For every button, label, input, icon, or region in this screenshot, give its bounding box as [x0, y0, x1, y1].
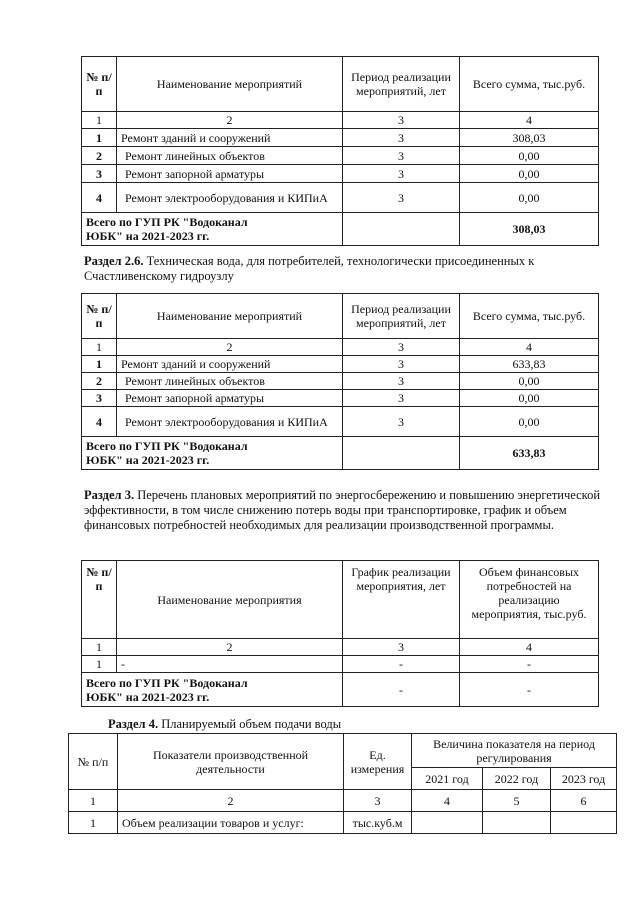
col-number: 6: [551, 790, 617, 812]
col-number: 1: [82, 112, 117, 129]
row-name: Ремонт зданий и сооружений: [117, 356, 343, 373]
section-4: [108, 717, 508, 732]
row-value-2021: [412, 812, 483, 834]
col-number: 1: [82, 639, 117, 656]
header-period: Период реализации мероприятий, лет: [343, 57, 460, 112]
header-year-2021: 2021 год: [412, 768, 483, 790]
row-period: 3: [343, 407, 460, 437]
total-label: Всего по ГУП РК "Водоканал ЮБК" на 2021-2023 гг.: [82, 437, 343, 470]
col-number: 4: [460, 112, 599, 129]
row-num: 3: [82, 165, 117, 183]
col-number: 2: [118, 790, 344, 812]
table-row: [82, 356, 599, 373]
row-name: Ремонт электрооборудования и КИПиА: [117, 183, 343, 213]
row-num: 4: [82, 407, 117, 437]
row-num: 1: [82, 129, 117, 147]
row-period: 3: [343, 165, 460, 183]
row-name: Ремонт зданий и сооружений: [117, 129, 343, 147]
header-sum: Объем финансовых потребностей на реализацию мероприятия, тыс.руб.: [460, 561, 599, 639]
table-2: [81, 293, 599, 470]
table-row: [69, 812, 617, 834]
table-1: [81, 56, 599, 246]
row-sum: 0,00: [460, 183, 599, 213]
col-number: 4: [460, 339, 599, 356]
col-number: 4: [412, 790, 483, 812]
col-number: 3: [344, 790, 412, 812]
total-row: [82, 673, 599, 707]
col-number: 2: [117, 112, 343, 129]
section-2-6: [84, 254, 604, 284]
row-sum: 0,00: [460, 165, 599, 183]
row-period: 3: [343, 147, 460, 165]
header-name: Наименование мероприятия: [117, 561, 343, 639]
section-3: [84, 488, 604, 533]
col-number: 3: [343, 639, 460, 656]
table-3: [81, 560, 599, 707]
table-row: [82, 183, 599, 213]
row-num: 2: [82, 373, 117, 390]
col-number: 3: [343, 112, 460, 129]
table-4: [68, 733, 617, 834]
header-sum: Всего сумма, тыс.руб.: [460, 294, 599, 339]
table-row: [82, 129, 599, 147]
header-num: № п/п: [82, 294, 117, 339]
col-number: 5: [483, 790, 551, 812]
row-sum: 0,00: [460, 390, 599, 407]
header-name: Наименование мероприятий: [117, 294, 343, 339]
col-number: 4: [460, 639, 599, 656]
row-num: 2: [82, 147, 117, 165]
col-number: 2: [117, 339, 343, 356]
row-name: Ремонт запорной арматуры: [117, 390, 343, 407]
header-year-2023: 2023 год: [551, 768, 617, 790]
row-name: Ремонт линейных объектов: [117, 373, 343, 390]
header-year-2022: 2022 год: [483, 768, 551, 790]
table-row: [82, 373, 599, 390]
total-sum: 308,03: [460, 213, 599, 246]
header-name: Показатели производственной деятельности: [118, 734, 344, 790]
col-number: 1: [82, 339, 117, 356]
row-name: -: [117, 656, 343, 673]
header-sum: Всего сумма, тыс.руб.: [460, 57, 599, 112]
table-row: [82, 147, 599, 165]
row-name: Ремонт запорной арматуры: [117, 165, 343, 183]
row-num: 3: [82, 390, 117, 407]
total-row: [82, 213, 599, 246]
header-period: Период реализации мероприятий, лет: [343, 294, 460, 339]
row-value-2023: [551, 812, 617, 834]
total-period: -: [343, 673, 460, 707]
section-label: Раздел 4.: [108, 717, 159, 731]
col-number: 3: [343, 339, 460, 356]
total-sum: 633,83: [460, 437, 599, 470]
total-label: Всего по ГУП РК "Водоканал ЮБК" на 2021-2023 гг.: [82, 673, 343, 707]
header-group: Величина показателя на период регулирования: [412, 734, 617, 768]
table-row: [82, 165, 599, 183]
header-num: № п/п: [82, 57, 117, 112]
total-label: Всего по ГУП РК "Водоканал ЮБК" на 2021-2023 гг.: [82, 213, 343, 246]
header-name: Наименование мероприятий: [117, 57, 343, 112]
total-period: [343, 213, 460, 246]
row-period: 3: [343, 373, 460, 390]
row-unit: тыс.куб.м: [344, 812, 412, 834]
total-row: [82, 437, 599, 470]
row-name: Объем реализации товаров и услуг:: [118, 812, 344, 834]
table-row: [82, 390, 599, 407]
section-text: Техническая вода, для потребителей, технологически присоединенных к Счастливенскому гидроузлу: [84, 254, 535, 283]
section-label: Раздел 2.6.: [84, 254, 144, 268]
row-sum: 0,00: [460, 373, 599, 390]
header-period: График реализации мероприятия, лет: [343, 561, 460, 639]
row-value-2022: [483, 812, 551, 834]
row-sum: 0,00: [460, 147, 599, 165]
section-text: Планируемый объем подачи воды: [161, 717, 342, 731]
col-number: 2: [117, 639, 343, 656]
total-sum: -: [460, 673, 599, 707]
row-period: -: [343, 656, 460, 673]
row-sum: 0,00: [460, 407, 599, 437]
row-sum: 308,03: [460, 129, 599, 147]
col-number: 1: [69, 790, 118, 812]
row-sum: -: [460, 656, 599, 673]
table-row: [82, 407, 599, 437]
row-period: 3: [343, 129, 460, 147]
row-period: 3: [343, 356, 460, 373]
table-row: [82, 656, 599, 673]
header-num: № п/п: [69, 734, 118, 790]
row-num: 1: [82, 356, 117, 373]
header-unit: Ед. измерения: [344, 734, 412, 790]
row-name: Ремонт линейных объектов: [117, 147, 343, 165]
row-period: 3: [343, 390, 460, 407]
row-num: 1: [69, 812, 118, 834]
row-sum: 633,83: [460, 356, 599, 373]
row-period: 3: [343, 183, 460, 213]
section-text: Перечень плановых мероприятий по энергосбережению и повышению энергетической эффективности, в том числе снижению потерь воды при транспортировке, график и объем финансовых потребностей необходимых для реализации производственной программы.: [84, 488, 601, 532]
total-period: [343, 437, 460, 470]
row-num: 1: [82, 656, 117, 673]
row-name: Ремонт электрооборудования и КИПиА: [117, 407, 343, 437]
section-label: Раздел 3.: [84, 488, 135, 502]
header-num: № п/п: [82, 561, 117, 639]
row-num: 4: [82, 183, 117, 213]
